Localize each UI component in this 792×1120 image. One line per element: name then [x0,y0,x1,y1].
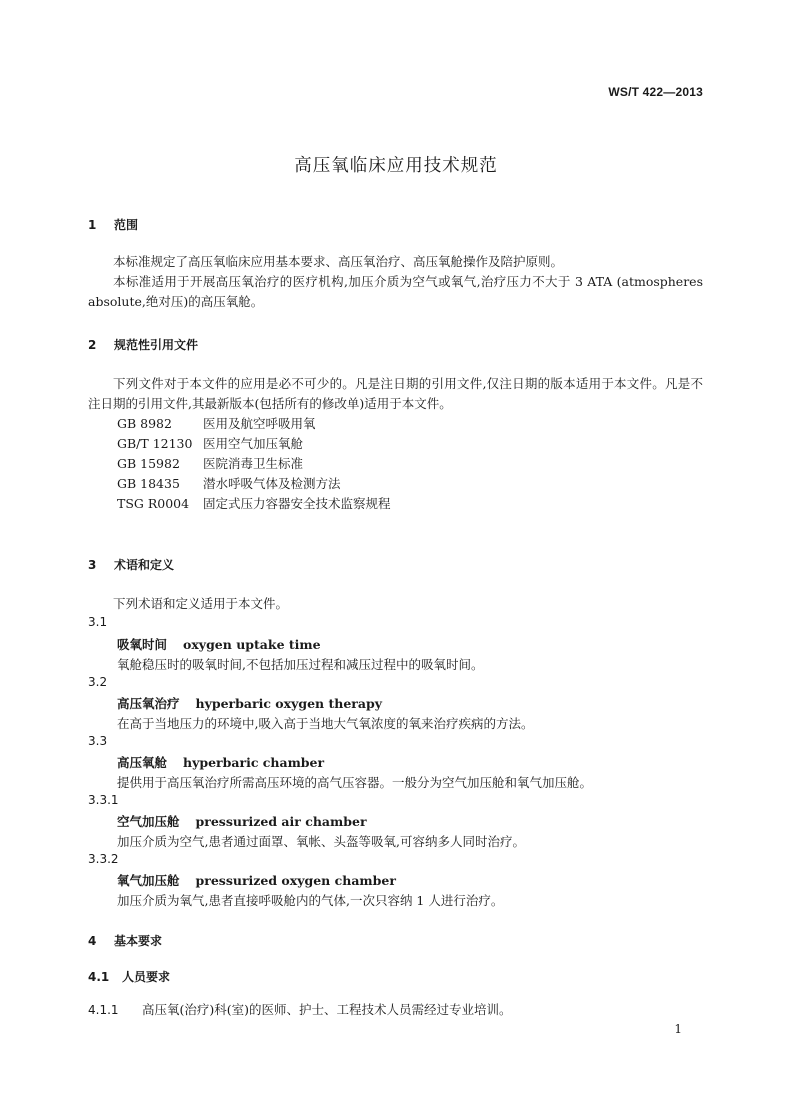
term-definition: 在高于当地压力的环境中,吸入高于当地大气氧浓度的氧来治疗疾病的方法。 [117,716,534,731]
section-number: 1 [88,218,97,232]
term-chinese: 高压氧舱 [117,755,168,770]
term-number: 3.3 [88,734,108,748]
section-title: 规范性引用文件 [114,338,199,352]
section-title: 基本要求 [114,934,163,948]
term-english: oxygen uptake time [183,637,321,652]
term-number: 3.3.1 [88,793,119,807]
section-number: 2 [88,338,97,352]
reference-item [117,414,316,432]
term-english: hyperbaric chamber [183,755,325,770]
reference-name: 医用及航空呼吸用氧 [203,416,316,431]
term-english: pressurized oxygen chamber [195,873,396,888]
clause-number: 4.1.1 [88,1003,119,1017]
section-title: 范围 [114,218,139,232]
scope-paragraph-1: 本标准规定了高压氧临床应用基本要求、高压氧治疗、高压氧舱操作及陪护原则。 [113,254,564,269]
reference-item [117,434,303,452]
term-heading [117,871,396,889]
reference-item [117,454,303,472]
section-2-heading [88,336,198,353]
page-number: 1 [674,1022,682,1036]
section-4-heading [88,932,162,949]
references-intro: 下列文件对于本文件的应用是必不可少的。凡是注日期的引用文件,仅注日期的版本适用于本文件。凡是不注日期的引用文件,其最新版本(包括所有的修改单)适用于本文件。 [88,376,703,411]
reference-name: 固定式压力容器安全技术监察规程 [203,496,391,511]
subsection-heading [88,968,170,985]
term-number: 3.1 [88,615,108,629]
reference-name: 医用空气加压氧舱 [203,436,304,451]
term-heading [117,635,321,653]
term-heading [117,694,382,712]
term-definition: 提供用于高压氧治疗所需高压环境的高气压容器。一般分为空气加压舱和氧气加压舱。 [117,775,593,790]
clause-text: 高压氧(治疗)科(室)的医师、护士、工程技术人员需经过专业培训。 [142,1002,512,1017]
term-heading [117,753,324,771]
subsection-number: 4.1 [88,970,110,984]
reference-code: GB 15982 [117,456,180,471]
reference-name: 潜水呼吸气体及检测方法 [203,476,341,491]
section-1-heading [88,216,138,233]
term-english: pressurized air chamber [195,814,367,829]
clause-4-1-1 [88,1000,512,1018]
term-definition: 加压介质为氧气,患者直接呼吸舱内的气体,一次只容纳 1 人进行治疗。 [117,893,504,908]
section-number: 3 [88,558,97,572]
reference-code: GB/T 12130 [117,436,193,451]
term-chinese: 高压氧治疗 [117,696,180,711]
term-number: 3.3.2 [88,852,119,866]
reference-code: TSG R0004 [117,496,190,511]
term-heading [117,812,367,830]
reference-item [117,494,391,512]
reference-item [117,474,341,492]
term-definition: 氧舱稳压时的吸氧时间,不包括加压过程和减压过程中的吸氧时间。 [117,657,484,672]
term-definition: 加压介质为空气,患者通过面罩、氧帐、头盔等吸氧,可容纳多人同时治疗。 [117,834,525,849]
standard-code: WS/T 422—2013 [608,85,703,99]
section-3-heading [88,556,174,573]
term-number: 3.2 [88,675,108,689]
term-chinese: 氧气加压舱 [117,873,180,888]
document-title: 高压氧临床应用技术规范 [294,156,498,176]
section-number: 4 [88,934,97,948]
reference-code: GB 8982 [117,416,172,431]
terms-intro: 下列术语和定义适用于本文件。 [113,596,289,611]
scope-paragraph-2: 本标准适用于开展高压氧治疗的医疗机构,加压介质为空气或氧气,治疗压力不大于 3 ATA (atmospheres absolute,绝对压)的高压氧舱。 [88,274,703,309]
term-chinese: 吸氧时间 [117,637,168,652]
reference-name: 医院消毒卫生标准 [203,456,304,471]
subsection-title: 人员要求 [122,970,171,984]
reference-code: GB 18435 [117,476,180,491]
term-chinese: 空气加压舱 [117,814,180,829]
section-title: 术语和定义 [114,558,175,572]
term-english: hyperbaric oxygen therapy [195,696,382,711]
